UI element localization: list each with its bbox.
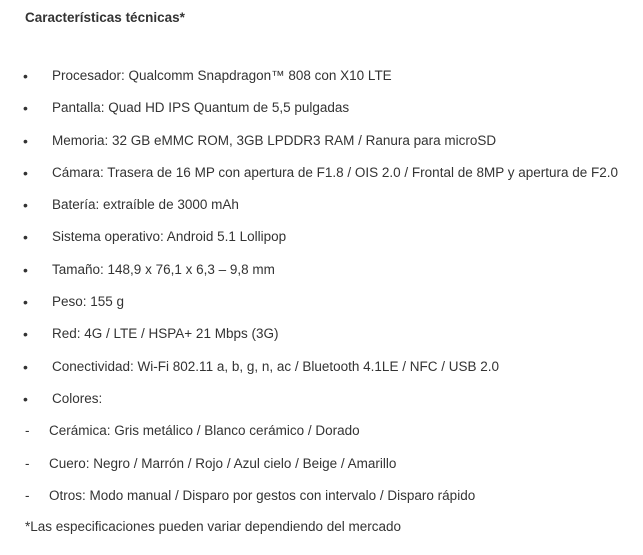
bullet-marker: • — [23, 229, 28, 246]
spec-text: Cámara: Trasera de 16 MP con apertura de F1.8 / OIS 2.0 / Frontal de 8MP y apertura de F2.0 — [52, 164, 619, 180]
spec-text: Red: 4G / LTE / HSPA+ 21 Mbps (3G) — [52, 326, 279, 342]
spec-text: Procesador: Qualcomm Snapdragon™ 808 con X10 LTE — [52, 68, 392, 83]
spec-item-pantalla — [0, 99, 643, 131]
spec-text: Peso: 155 g — [52, 294, 125, 310]
spec-text: Conectividad: Wi-Fi 802.11 a, b, g, n, ac / Bluetooth 4.1LE / NFC / USB 2.0 — [52, 358, 499, 374]
spec-item-colores — [0, 390, 643, 422]
spec-item-camara — [0, 164, 643, 196]
bullet-marker: • — [23, 261, 28, 278]
bullet-marker: • — [23, 132, 28, 149]
spec-text: Colores: — [52, 390, 103, 406]
spec-subitem-otros — [0, 487, 643, 519]
spec-item-sistema-operativo — [0, 228, 643, 260]
bullet-marker: • — [23, 390, 28, 407]
spec-text: Tamaño: 148,9 x 76,1 x 6,3 – 9,8 mm — [52, 261, 275, 277]
spec-item-memoria — [0, 132, 643, 164]
bullet-marker: • — [23, 68, 28, 84]
spec-item-bateria — [0, 196, 643, 228]
bullet-marker: • — [23, 326, 28, 343]
bullet-marker: • — [23, 294, 28, 311]
section-title: Características técnicas* — [25, 10, 185, 25]
spec-item-procesador — [0, 67, 643, 99]
spec-text: Otros: Modo manual / Disparo por gestos con intervalo / Disparo rápido — [49, 487, 476, 503]
spec-list — [0, 67, 643, 519]
footnote: *Las especificaciones pueden variar dependiendo del mercado — [25, 519, 402, 534]
spec-subitem-cuero — [0, 455, 643, 487]
spec-text: Cerámica: Gris metálico / Blanco cerámico / Dorado — [49, 423, 360, 439]
spec-subitem-ceramica — [0, 422, 643, 454]
spec-text: Memoria: 32 GB eMMC ROM, 3GB LPDDR3 RAM / Ranura para microSD — [52, 132, 497, 148]
spec-item-tamano — [0, 261, 643, 293]
dash-marker: - — [25, 455, 30, 471]
spec-item-peso — [0, 293, 643, 325]
dash-marker: - — [25, 487, 30, 503]
spec-text: Sistema operativo: Android 5.1 Lollipop — [52, 229, 287, 245]
bullet-marker: • — [23, 197, 28, 214]
bullet-marker: • — [23, 100, 28, 117]
spec-text: Cuero: Negro / Marrón / Rojo / Azul cielo / Beige / Amarillo — [49, 455, 397, 471]
bullet-marker: • — [23, 164, 28, 181]
spec-item-red — [0, 325, 643, 357]
bullet-marker: • — [23, 358, 28, 375]
spec-text: Pantalla: Quad HD IPS Quantum de 5,5 pulgadas — [52, 100, 350, 116]
spec-item-conectividad — [0, 358, 643, 390]
dash-marker: - — [25, 423, 30, 439]
spec-text: Batería: extraíble de 3000 mAh — [52, 197, 239, 213]
